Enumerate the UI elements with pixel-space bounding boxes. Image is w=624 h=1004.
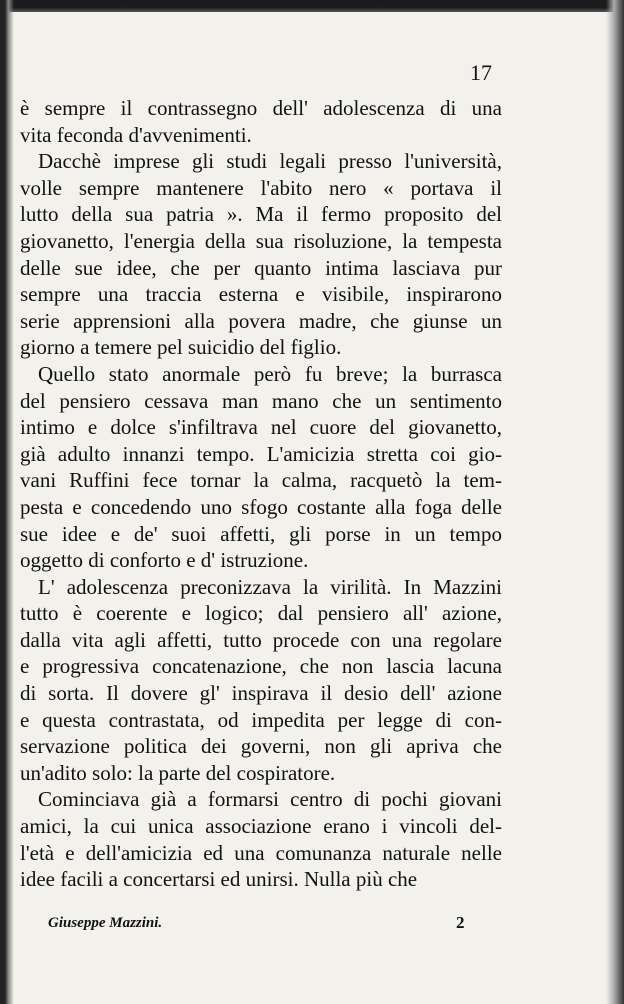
scan-left-edge <box>0 0 14 1004</box>
text-line: Dacchè imprese gli studi legali presso l'università, <box>38 149 502 174</box>
text-line: intimo e dolce s'infiltrava nel cuore del giovanetto, <box>20 415 502 440</box>
paragraph <box>20 95 502 148</box>
text-line: pesta e concedendo uno sfogo costante alla foga delle <box>20 494 502 519</box>
text-line: lutto della sua patria ». Ma il fermo proposito del <box>20 202 502 227</box>
footer-author: Giuseppe Mazzini. <box>48 915 163 931</box>
text-line: delle sue idee, che per quanto intima lasciava pur <box>20 255 502 280</box>
text-line: volle sempre mantenere l'abito nero « portava il <box>20 175 502 200</box>
paragraph <box>20 148 502 361</box>
page-body-text <box>20 95 502 893</box>
text-line: giorno a temere pel suicidio del figlio. <box>20 335 342 360</box>
scan-right-edge <box>606 0 624 1004</box>
text-line: tutto è coerente e logico; dal pensiero all' azione, <box>20 601 502 626</box>
text-line: l'età e dell'amicizia ed una comunanza naturale nelle <box>20 840 502 865</box>
text-line: un'adito solo: la parte del cospiratore. <box>20 760 336 785</box>
paragraph <box>20 786 502 892</box>
text-line: serie apprensioni alla povera madre, che giunse un <box>20 308 502 333</box>
text-line: e progressiva concatenazione, che non lascia lacuna <box>20 654 502 679</box>
text-line: sempre una traccia esterna e visibile, inspirarono <box>20 282 502 307</box>
text-line: dalla vita agli affetti, tutto procede con una regolare <box>20 627 502 652</box>
text-line: e questa contrastata, od impedita per legge di con- <box>20 707 502 732</box>
paragraph <box>20 574 502 787</box>
book-page <box>18 0 604 1004</box>
text-line: idee facili a concertarsi ed unirsi. Nulla più che <box>20 867 418 892</box>
text-line: amici, la cui unica associazione erano i vincoli del- <box>20 814 502 839</box>
text-line: di sorta. Il dovere gl' inspirava il desio dell' azione <box>20 681 502 706</box>
text-line: oggetto di conforto e d' istruzione. <box>20 548 309 573</box>
text-line: giovanetto, l'energia della sua risoluzione, la tempesta <box>20 228 502 253</box>
text-line: vani Ruffini fece tornar la calma, racquetò la tem- <box>20 468 502 493</box>
paragraph <box>20 361 502 574</box>
text-line: vita feconda d'avvenimenti. <box>20 122 252 147</box>
text-line: già adulto innanzi tempo. L'amicizia stretta coi gio- <box>20 441 502 466</box>
footer-signature-mark: 2 <box>456 913 465 932</box>
text-line: del pensiero cessava man mano che un sentimento <box>20 388 502 413</box>
text-line: servazione politica dei governi, non gli apriva che <box>20 734 502 759</box>
text-line: Quello stato anormale però fu breve; la burrasca <box>38 361 502 386</box>
text-line: è sempre il contrassegno dell' adolescenza di una <box>20 96 502 120</box>
page-number: 17 <box>470 60 492 85</box>
text-line: Cominciava già a formarsi centro di pochi giovani <box>38 787 502 812</box>
text-line: sue idee e de' suoi affetti, gli porse in un tempo <box>20 521 502 546</box>
text-line: L' adolescenza preconizzava la virilità. In Mazzini <box>38 574 502 599</box>
